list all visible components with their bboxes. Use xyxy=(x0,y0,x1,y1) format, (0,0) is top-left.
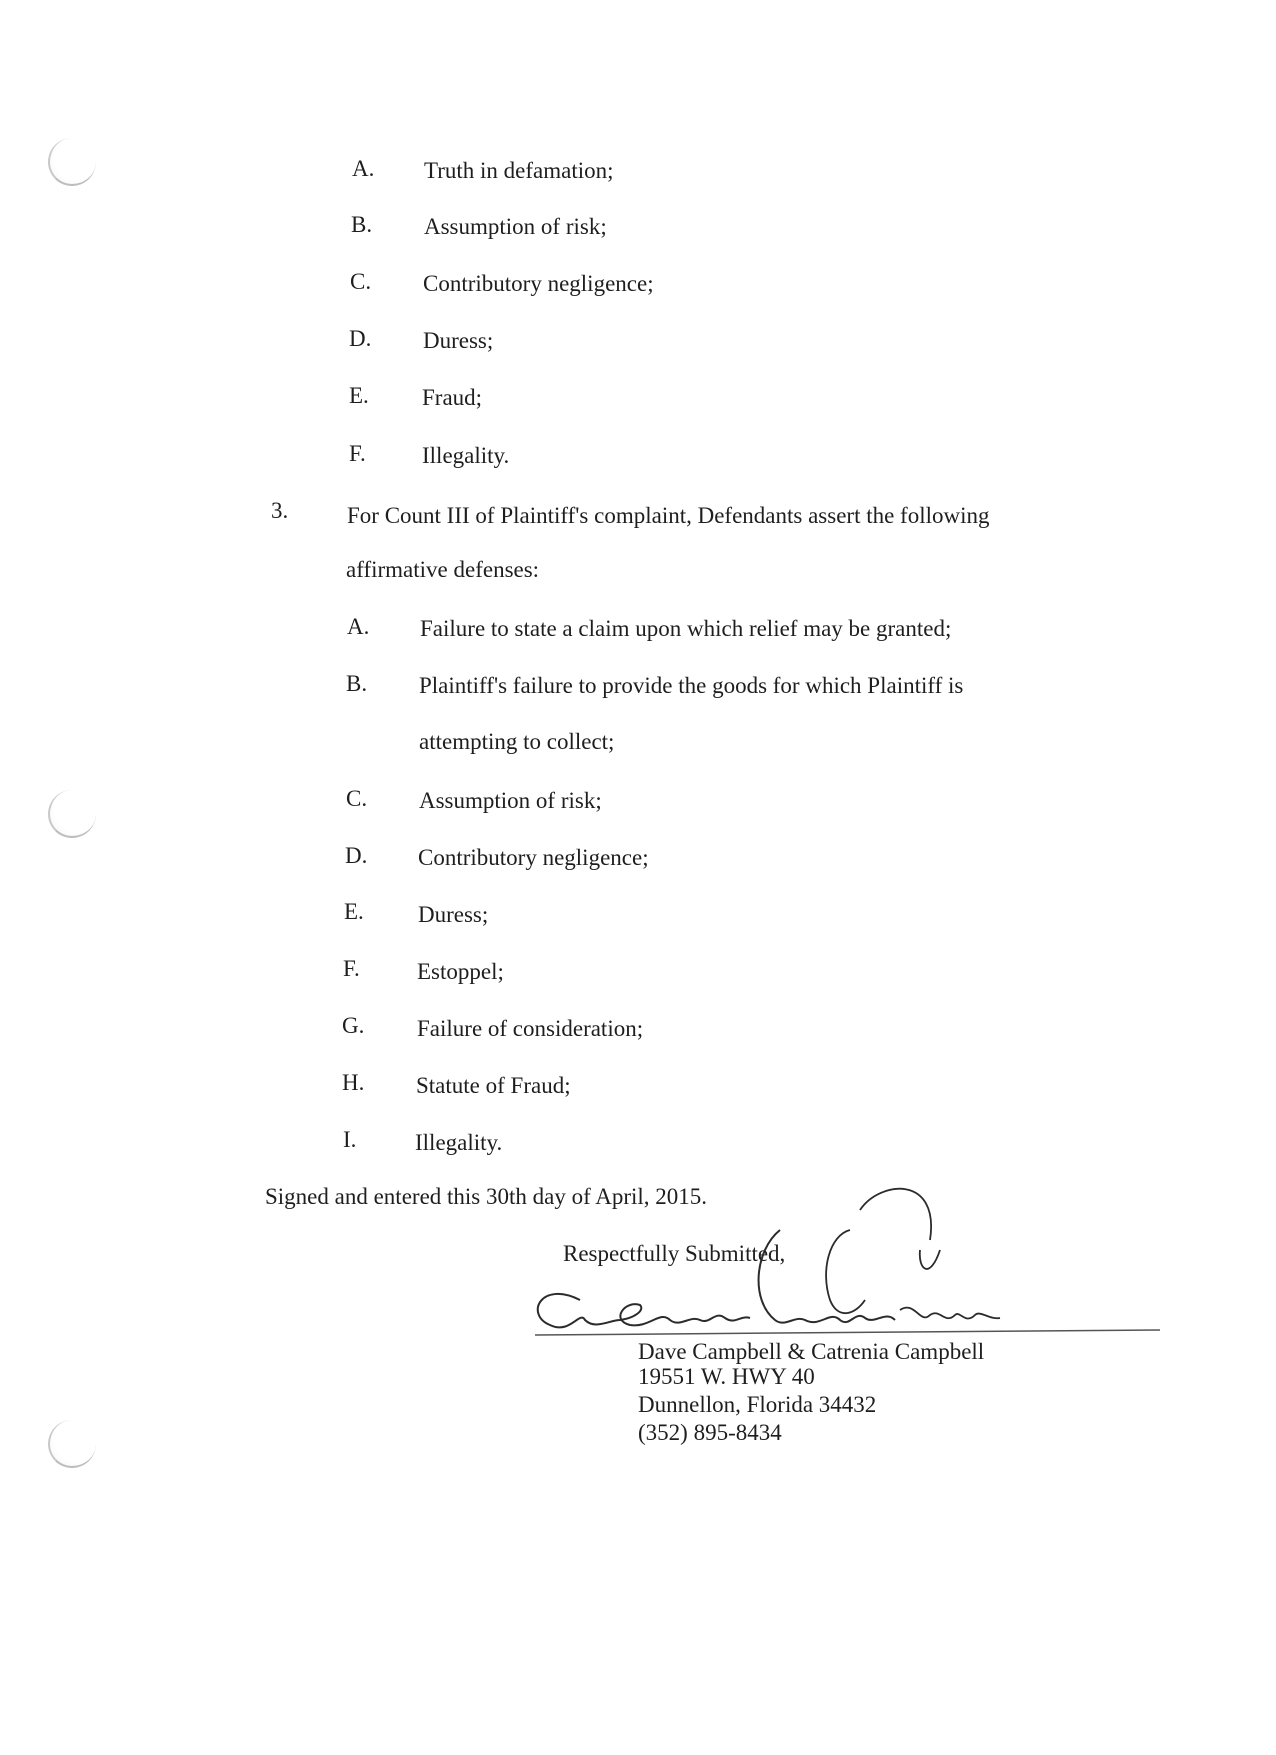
list-letter: C. xyxy=(350,269,372,294)
punch-hole-top xyxy=(48,138,96,186)
list-item-text: Duress; xyxy=(418,902,489,927)
address-line-1: 19551 W. HWY 40 xyxy=(638,1364,815,1389)
list-item-text: Plaintiff's failure to provide the goods for which Plaintiff is xyxy=(419,673,964,698)
list-item-text: Contributory negligence; xyxy=(423,271,654,296)
list-item-text: Failure of consideration; xyxy=(417,1016,644,1041)
list-letter: D. xyxy=(345,843,368,868)
paragraph-number: 3. xyxy=(271,498,289,523)
list-letter: B. xyxy=(351,212,373,237)
list-item-text: Estoppel; xyxy=(417,959,504,984)
list-item-text: Statute of Fraud; xyxy=(416,1073,571,1098)
list-item-text: Illegality. xyxy=(415,1130,503,1155)
paragraph-line: For Count III of Plaintiff's complaint, Defendants assert the following xyxy=(347,503,990,528)
list-item-text: Failure to state a claim upon which relief may be granted; xyxy=(420,616,952,641)
list-letter: H. xyxy=(342,1070,365,1095)
list-letter: E. xyxy=(344,899,364,924)
paragraph-line: affirmative defenses: xyxy=(346,557,540,582)
list-letter: B. xyxy=(346,671,368,696)
punch-hole-middle xyxy=(48,790,96,838)
list-letter: F. xyxy=(349,441,366,466)
list-item-text: Assumption of risk; xyxy=(424,214,607,239)
list-item-text: Illegality. xyxy=(422,443,510,468)
signature-block xyxy=(520,1170,1180,1370)
punch-hole-bottom xyxy=(48,1420,96,1468)
signatory-names: Dave Campbell & Catrenia Campbell xyxy=(638,1339,985,1364)
list-letter: F. xyxy=(343,956,360,981)
list-item-text: Fraud; xyxy=(422,385,483,410)
list-item-text: Assumption of risk; xyxy=(419,788,602,813)
list-letter: D. xyxy=(349,326,372,351)
list-letter: I. xyxy=(343,1127,357,1152)
list-item-text: Contributory negligence; xyxy=(418,845,649,870)
list-item-text-continued: attempting to collect; xyxy=(419,729,615,754)
list-letter: G. xyxy=(342,1013,365,1038)
list-letter: E. xyxy=(349,383,369,408)
list-item-text: Duress; xyxy=(423,328,494,353)
address-line-2: Dunnellon, Florida 34432 xyxy=(638,1392,877,1417)
signed-date-line: Signed and entered this 30th day of April, 2015. xyxy=(265,1184,708,1209)
list-item-text: Truth in defamation; xyxy=(424,158,614,183)
closing-text: Respectfully Submitted, xyxy=(563,1241,786,1266)
phone-number: (352) 895-8434 xyxy=(638,1420,782,1445)
list-letter: A. xyxy=(347,614,370,639)
list-letter: A. xyxy=(352,156,375,181)
list-letter: C. xyxy=(346,786,368,811)
